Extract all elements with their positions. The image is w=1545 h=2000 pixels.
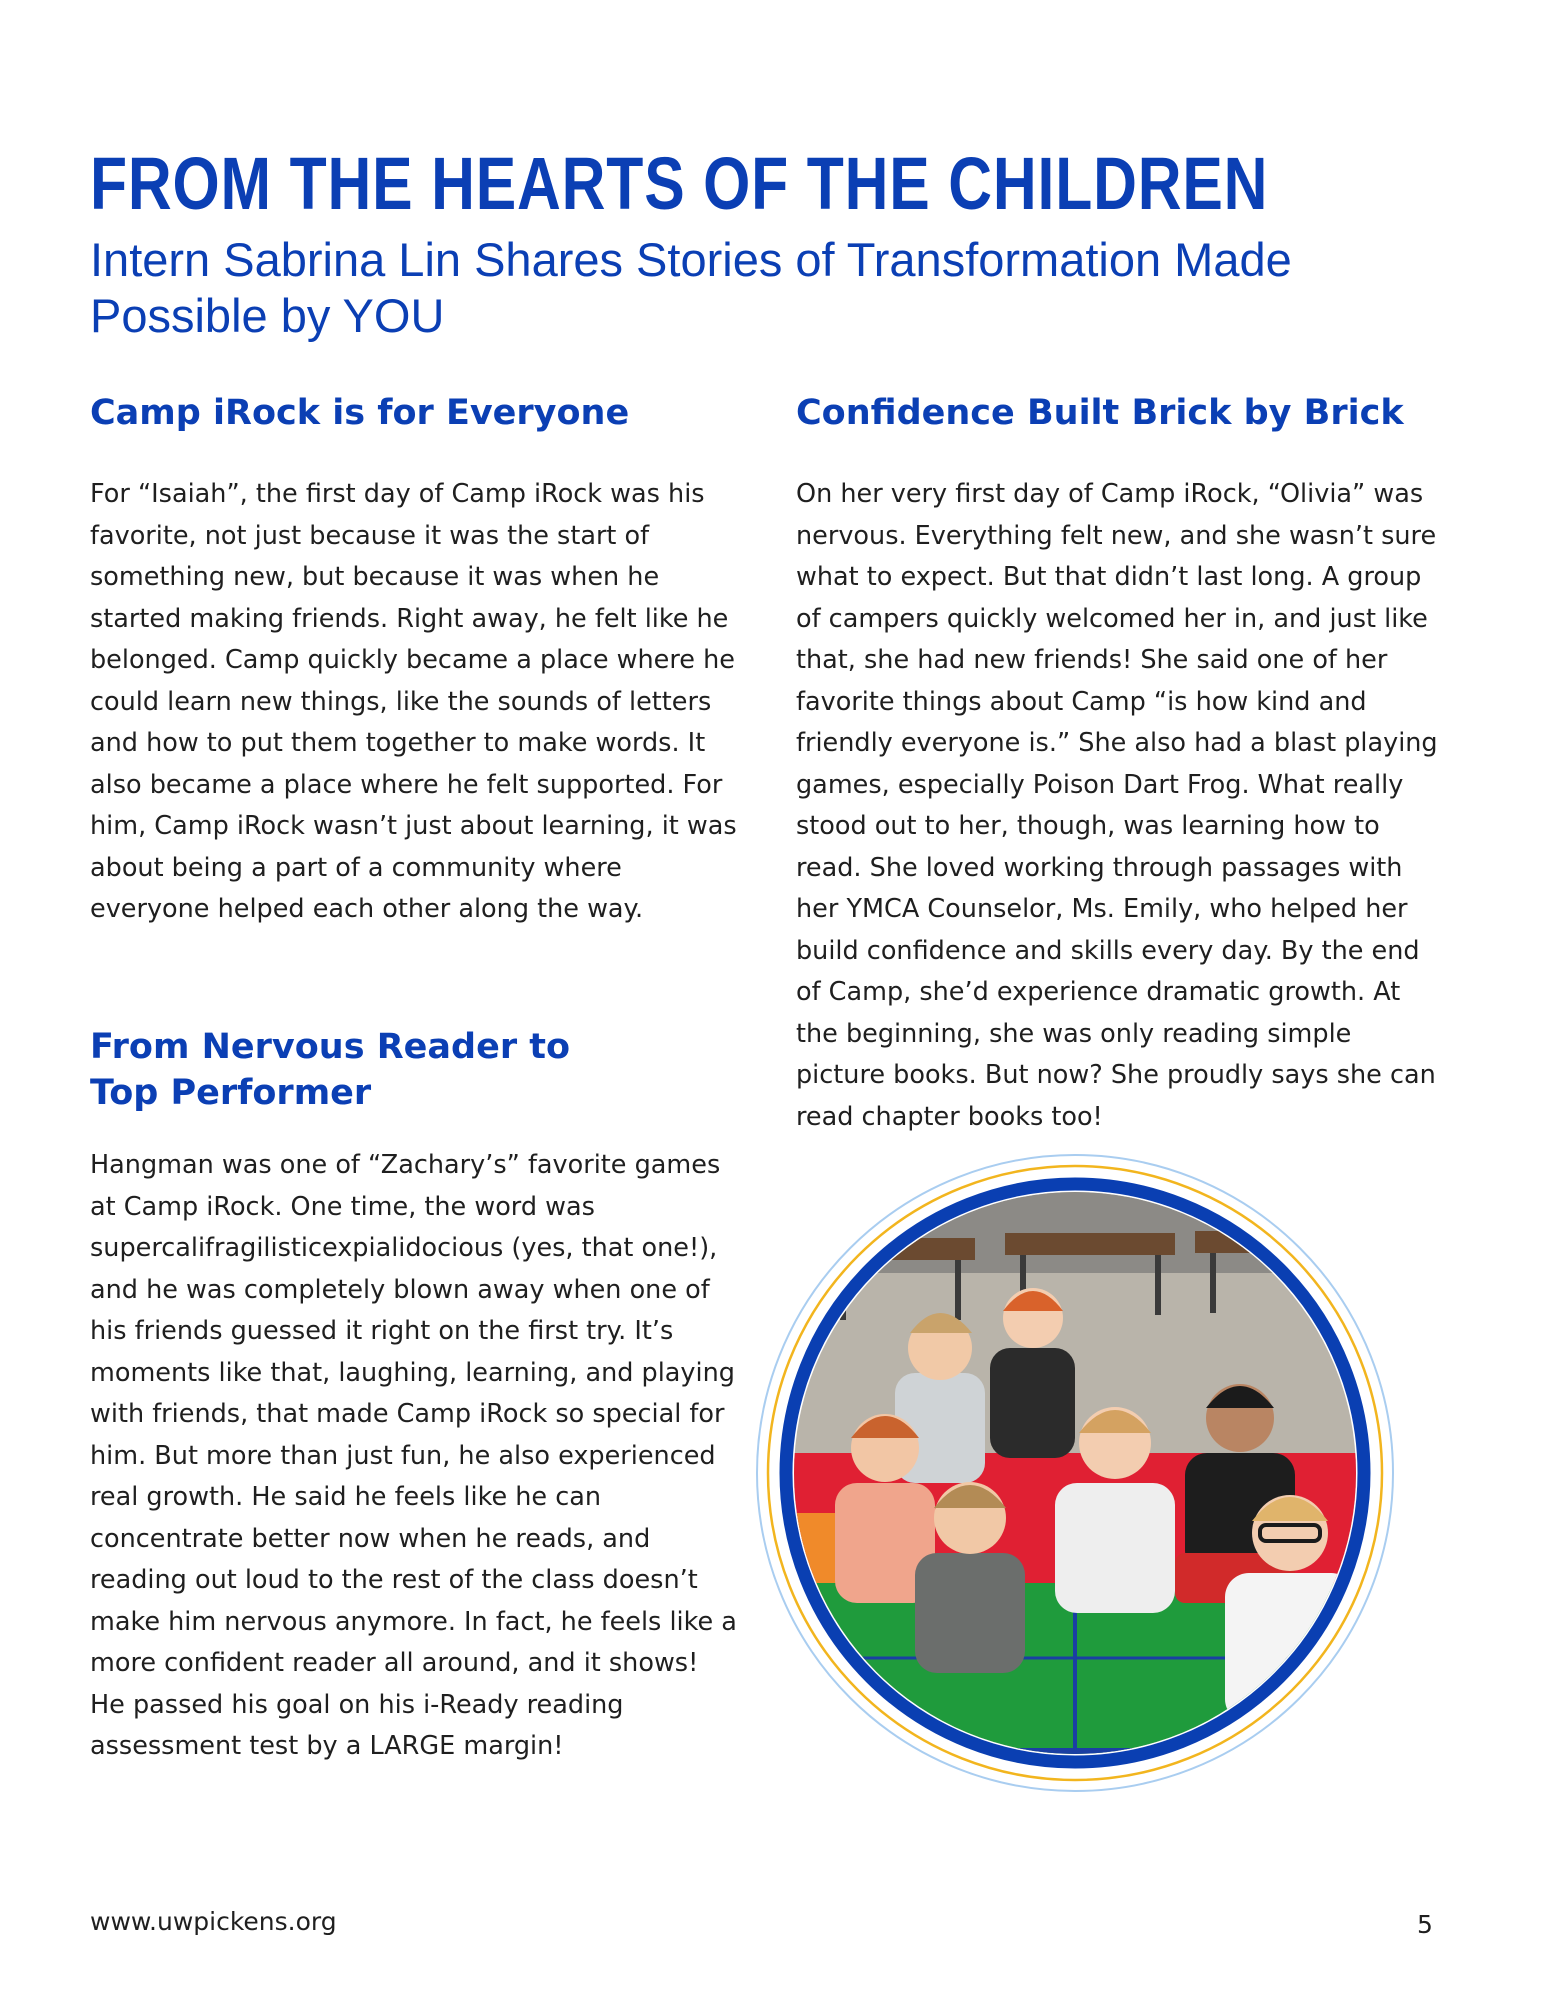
page-number: 5 — [1417, 1910, 1433, 1939]
section-camp-irock — [90, 390, 740, 931]
circular-group-photo — [755, 1153, 1395, 1793]
section-body: On her very first day of Camp iRock, “Olivia” was nervous. Everything felt new, and she wasn’t sure what to expect. But that didn’t last long. A group of campers quickly welcomed her in, and just like that, she had new friends! She said one of her favorite things about Camp “is how kind and friendly everyone is.” She also had a blast playing games, especially Poison Dart Frog. What really stood out to her, though, was learning how to read. She loved working through passages with her YMCA Counselor, Ms. Emily, who helped her build confidence and skills every day. By the end of Camp, she’d experience dramatic growth. At the beginning, she was only reading simple picture books. But now? She proudly says she can read chapter books too! — [796, 479, 1438, 1132]
section-confidence — [796, 390, 1446, 1138]
classroom-photo — [755, 1153, 1395, 1793]
section-body-nervous-reader: Hangman was one of “Zachary’s” favorite games at Camp iRock. One time, the word was supercalifragilisticexpialidocious (yes, that one!), and he was completely blown away when one of his friends guessed it right on the first try. It’s moments like that, laughing, learning, and playing with friends, that made Camp iRock so special for him. But more than just fun, he also experienced real growth. He said he feels like he can concentrate better now when he reads, and reading out loud to the rest of the class doesn’t make him nervous anymore. In fact, he feels like a more confident reader all around, and it shows! He passed his goal on his i-Ready reading assessment test by a LARGE margin! — [90, 1150, 737, 1761]
page-title: FROM THE HEARTS OF THE CHILDREN — [90, 142, 1269, 225]
footer-url[interactable]: www.uwpickens.org — [90, 1907, 337, 1936]
group-photo-illustration — [755, 1153, 1395, 1793]
section-heading: Confidence Built Brick by Brick — [796, 393, 1404, 433]
section-heading-nervous-reader: From Nervous Reader to Top Performer — [90, 1027, 571, 1113]
section-heading: Camp iRock is for Everyone — [90, 393, 630, 433]
section-body: For “Isaiah”, the first day of Camp iRock was his favorite, not just because it was the start of something new, but because it was when he started making friends. Right away, he felt like he belonged. Camp quickly became a place where he could learn new things, like the sounds of letters and how to put them together to make words. It also became a place where he felt supported. For him, Camp iRock wasn’t just about learning, it was about being a part of a community where everyone helped each other along the way. — [90, 479, 737, 924]
page-subtitle: Intern Sabrina Lin Shares Stories of Transformation Made Possible by YOU — [90, 233, 1292, 342]
